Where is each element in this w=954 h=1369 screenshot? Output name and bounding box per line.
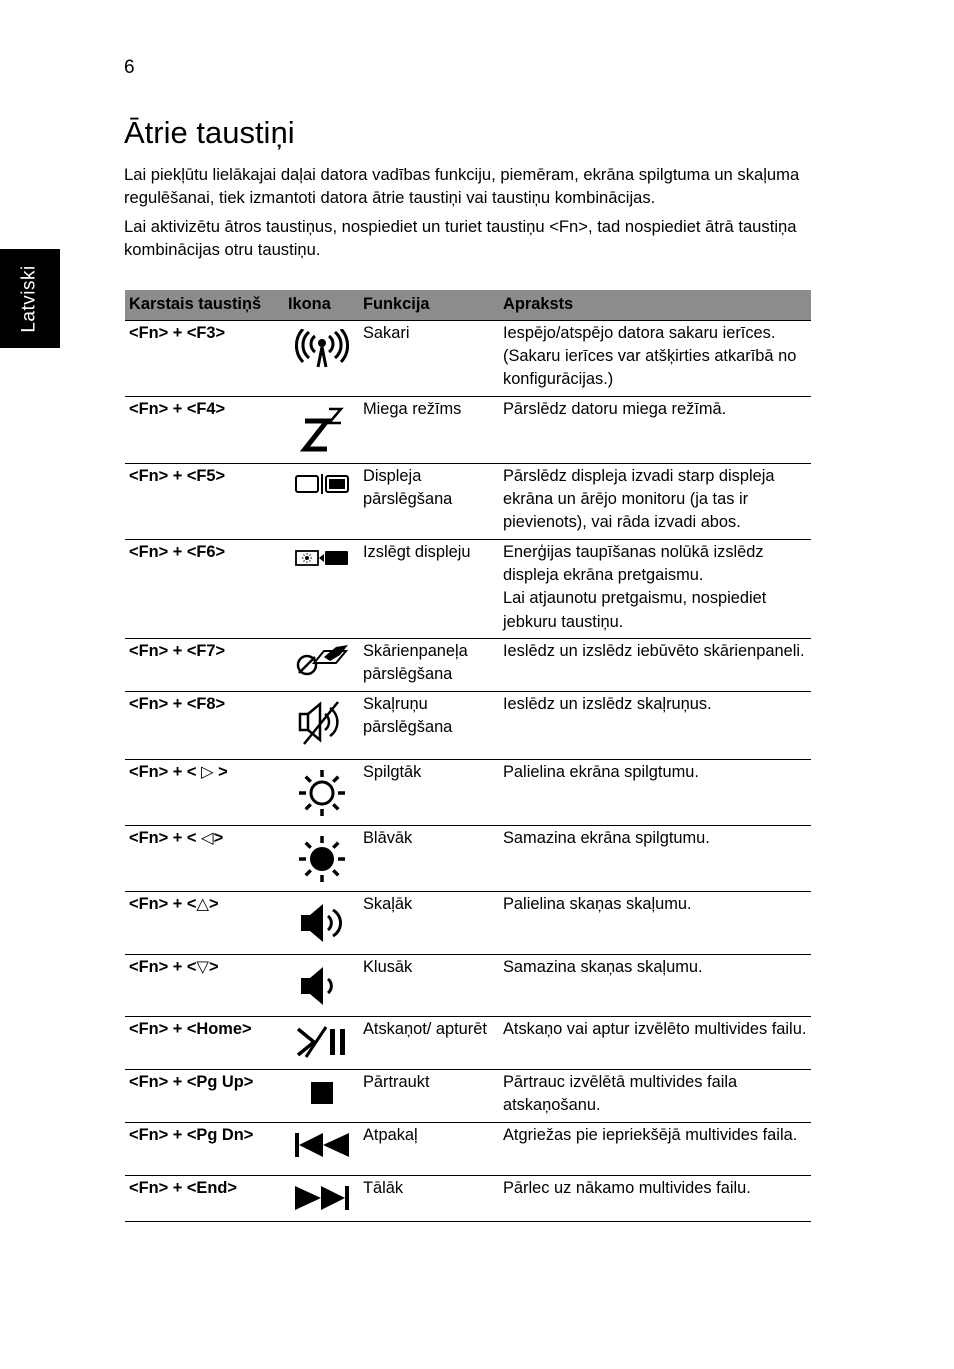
description-cell: Pārslēdz displeja izvadi starp displeja ekrāna un ārējo monitoru (ja tas ir pievienots), vai rāda izvadi abos. bbox=[499, 464, 811, 540]
function-cell: Skaļāk bbox=[359, 892, 499, 954]
header-function: Funkcija bbox=[359, 290, 499, 321]
header-hotkey: Karstais taustiņš bbox=[125, 290, 284, 321]
table-row bbox=[125, 760, 811, 826]
function-cell: Atskaņot/ apturēt bbox=[359, 1016, 499, 1069]
table-row bbox=[125, 464, 811, 540]
brightness-down-icon bbox=[297, 834, 347, 884]
intro-paragraph-1: Lai piekļūtu lielākajai daļai datora vadības funkciju, piemēram, ekrāna spilgtuma un skaļuma regulēšanai, tiek izmantoti datora ātrie taustiņi vai taustiņu kombinācijas. bbox=[124, 165, 800, 207]
function-cell: Klusāk bbox=[359, 954, 499, 1016]
hotkey-cell: <Fn> + < ▷ > bbox=[125, 760, 284, 826]
function-cell: Skārienpaneļa pārslēgšana bbox=[359, 639, 499, 692]
table-row bbox=[125, 540, 811, 639]
function-cell: Izslēgt displeju bbox=[359, 540, 499, 639]
hotkey-cell: <Fn> + <F6> bbox=[125, 540, 284, 639]
description-cell: Samazina ekrāna spilgtumu. bbox=[499, 826, 811, 892]
intro-paragraph-2: Lai aktivizētu ātros taustiņus, nospiediet un turiet taustiņu <Fn>, tad nospiediet ātrā taustiņa kombinācijas otru taustiņu. bbox=[124, 217, 797, 259]
language-label: Latviski bbox=[19, 264, 41, 333]
hotkey-cell: <Fn> + < ◁> bbox=[125, 826, 284, 892]
function-cell: Blāvāk bbox=[359, 826, 499, 892]
table-row bbox=[125, 639, 811, 692]
language-side-tab bbox=[0, 249, 60, 348]
description-cell: Pārslēdz datoru miega režīmā. bbox=[499, 397, 811, 464]
table-row bbox=[125, 1016, 811, 1069]
description-cell: Pārlec uz nākamo multivides failu. bbox=[499, 1175, 811, 1221]
next-track-icon bbox=[293, 1184, 351, 1212]
sleep-icon bbox=[297, 405, 347, 455]
display-off-icon bbox=[294, 548, 350, 568]
display-toggle-icon bbox=[294, 472, 350, 496]
hotkey-cell: <Fn> + <F3> bbox=[125, 321, 284, 397]
description-cell: Ieslēdz un izslēdz skaļruņus. bbox=[499, 692, 811, 760]
page-number: 6 bbox=[124, 57, 135, 78]
header-icon: Ikona bbox=[284, 290, 359, 321]
function-cell: Sakari bbox=[359, 321, 499, 397]
function-cell: Spilgtāk bbox=[359, 760, 499, 826]
table-row bbox=[125, 1069, 811, 1122]
table-row bbox=[125, 892, 811, 954]
table-row bbox=[125, 692, 811, 760]
table-row bbox=[125, 1175, 811, 1221]
table-row bbox=[125, 954, 811, 1016]
hotkeys-table bbox=[125, 290, 811, 1222]
description-cell: Pārtrauc izvēlētā multivides faila atskaņošanu. bbox=[499, 1069, 811, 1122]
function-cell: Tālāk bbox=[359, 1175, 499, 1221]
hotkey-cell: <Fn> + <F7> bbox=[125, 639, 284, 692]
function-cell: Skaļruņu pārslēgšana bbox=[359, 692, 499, 760]
function-cell: Pārtraukt bbox=[359, 1069, 499, 1122]
hotkey-cell: <Fn> + <F5> bbox=[125, 464, 284, 540]
play-pause-icon bbox=[294, 1025, 350, 1059]
hotkey-cell: <Fn> + <Home> bbox=[125, 1016, 284, 1069]
hotkey-cell: <Fn> + <▽> bbox=[125, 954, 284, 1016]
description-cell: Iespējo/atspējo datora sakaru ierīces. (Sakaru ierīces var atšķirties atkarībā no konfigurācijas.) bbox=[499, 321, 811, 397]
table-row bbox=[125, 1122, 811, 1175]
function-cell: Miega režīms bbox=[359, 397, 499, 464]
hotkey-cell: <Fn> + <F8> bbox=[125, 692, 284, 760]
speaker-mute-icon bbox=[294, 700, 350, 746]
hotkey-cell: <Fn> + <F4> bbox=[125, 397, 284, 464]
touchpad-toggle-icon bbox=[294, 643, 350, 677]
wireless-icon bbox=[294, 329, 350, 369]
volume-up-icon bbox=[297, 900, 347, 946]
description-cell: Palielina skaņas skaļumu. bbox=[499, 892, 811, 954]
hotkey-cell: <Fn> + <△> bbox=[125, 892, 284, 954]
page-title: Ātrie taustiņi bbox=[124, 115, 295, 150]
hotkey-cell: <Fn> + <Pg Up> bbox=[125, 1069, 284, 1122]
description-cell: Atgriežas pie iepriekšējā multivides faila. bbox=[499, 1122, 811, 1175]
table-row bbox=[125, 321, 811, 397]
hotkey-cell: <Fn> + <Pg Dn> bbox=[125, 1122, 284, 1175]
table-row bbox=[125, 826, 811, 892]
function-cell: Displeja pārslēgšana bbox=[359, 464, 499, 540]
table-header-row bbox=[125, 290, 811, 321]
volume-down-icon bbox=[297, 963, 347, 1009]
header-description: Apraksts bbox=[499, 290, 811, 321]
stop-icon bbox=[307, 1078, 337, 1108]
previous-track-icon bbox=[293, 1131, 351, 1159]
description-cell: Palielina ekrāna spilgtumu. bbox=[499, 760, 811, 826]
table-row bbox=[125, 397, 811, 464]
description-cell: Atskaņo vai aptur izvēlēto multivides failu. bbox=[499, 1016, 811, 1069]
description-cell: Enerģijas taupīšanas nolūkā izslēdz displeja ekrāna pretgaismu. Lai atjaunotu pretgaismu, nospiediet jebkuru taustiņu. bbox=[499, 540, 811, 639]
brightness-up-icon bbox=[297, 768, 347, 818]
description-cell: Ieslēdz un izslēdz iebūvēto skārienpaneli. bbox=[499, 639, 811, 692]
description-cell: Samazina skaņas skaļumu. bbox=[499, 954, 811, 1016]
hotkey-cell: <Fn> + <End> bbox=[125, 1175, 284, 1221]
function-cell: Atpakaļ bbox=[359, 1122, 499, 1175]
